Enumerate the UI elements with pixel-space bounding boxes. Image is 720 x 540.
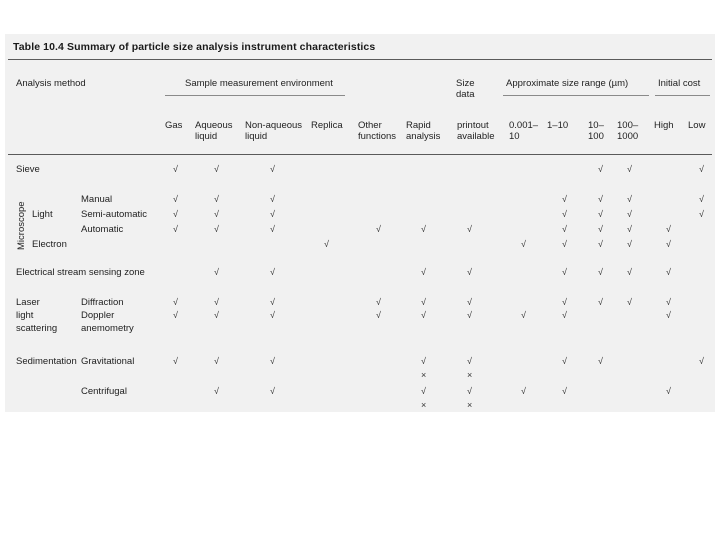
check-mark: √ xyxy=(666,224,671,234)
check-mark: √ xyxy=(376,297,381,307)
row-label-semi-automatic: Semi-automatic xyxy=(81,209,147,220)
row-label-gravitational: Gravitational xyxy=(81,356,135,367)
check-mark: √ xyxy=(421,297,426,307)
check-mark: √ xyxy=(598,164,603,174)
check-mark: √ xyxy=(598,209,603,219)
subheader-aqueous-1: Aqueous xyxy=(195,120,233,131)
check-mark: √ xyxy=(562,297,567,307)
row-label-sedimentation: Sedimentation xyxy=(16,356,77,367)
check-mark: √ xyxy=(214,356,219,366)
table-title: Table 10.4 Summary of particle size analysis instrument characteristics xyxy=(13,41,376,53)
header-size-data-1: Size xyxy=(456,78,475,89)
check-mark: √ xyxy=(467,267,472,277)
check-mark: √ xyxy=(562,267,567,277)
check-mark: √ xyxy=(270,224,275,234)
header-size-data-2: data xyxy=(456,89,475,100)
check-mark: √ xyxy=(627,194,632,204)
check-mark: √ xyxy=(598,267,603,277)
check-mark: √ xyxy=(421,224,426,234)
check-mark: √ xyxy=(214,267,219,277)
check-mark: √ xyxy=(467,224,472,234)
check-mark: √ xyxy=(598,239,603,249)
check-mark: √ xyxy=(214,310,219,320)
check-mark: √ xyxy=(467,297,472,307)
check-mark: √ xyxy=(421,310,426,320)
check-mark: √ xyxy=(173,310,178,320)
row-label-automatic: Automatic xyxy=(81,224,124,235)
cross-mark: × xyxy=(467,400,473,410)
cross-mark: × xyxy=(421,370,427,380)
subheader-range-3-2: 100 xyxy=(588,131,604,142)
row-label-microscope: Microscope xyxy=(16,201,27,250)
check-mark: √ xyxy=(214,164,219,174)
check-mark: √ xyxy=(699,209,704,219)
subheader-nonaqueous-1: Non-aqueous xyxy=(245,120,303,131)
check-mark: √ xyxy=(562,209,567,219)
check-mark: √ xyxy=(421,267,426,277)
row-label-diffraction: Diffraction xyxy=(81,297,124,308)
check-mark: √ xyxy=(666,386,671,396)
check-mark: √ xyxy=(173,356,178,366)
check-mark: √ xyxy=(562,356,567,366)
check-mark: √ xyxy=(627,209,632,219)
row-label-laser-1: Laser xyxy=(16,297,40,308)
subheader-range-3-1: 10– xyxy=(588,120,604,131)
cross-mark: × xyxy=(421,400,427,410)
initial-cost-underline xyxy=(655,95,710,96)
row-label-laser-2: light xyxy=(16,310,34,321)
cross-mark: × xyxy=(467,370,473,380)
row-label-laser-3: scattering xyxy=(16,323,58,334)
subheader-low: Low xyxy=(688,120,706,131)
check-mark: √ xyxy=(562,239,567,249)
row-label-doppler-1: Doppler xyxy=(81,310,115,321)
check-mark: √ xyxy=(270,356,275,366)
check-mark: √ xyxy=(467,356,472,366)
check-mark: √ xyxy=(376,310,381,320)
check-mark: √ xyxy=(324,239,329,249)
check-mark: √ xyxy=(598,194,603,204)
check-mark: √ xyxy=(627,239,632,249)
check-mark: √ xyxy=(467,310,472,320)
check-mark: √ xyxy=(270,297,275,307)
document-page xyxy=(5,34,715,412)
check-mark: √ xyxy=(214,194,219,204)
check-mark: √ xyxy=(270,164,275,174)
check-mark: √ xyxy=(562,310,567,320)
subheader-nonaqueous-2: liquid xyxy=(245,131,268,142)
row-label-manual: Manual xyxy=(81,194,113,205)
check-mark: √ xyxy=(173,164,178,174)
check-mark: √ xyxy=(270,209,275,219)
check-mark: √ xyxy=(562,194,567,204)
subheader-range-4-1: 100– xyxy=(617,120,639,131)
check-mark: √ xyxy=(627,164,632,174)
check-mark: √ xyxy=(666,310,671,320)
subheader-printout-2: available xyxy=(457,131,495,142)
check-mark: √ xyxy=(699,356,704,366)
row-label-electrical: Electrical stream sensing zone xyxy=(16,267,145,278)
check-mark: √ xyxy=(270,194,275,204)
subheader-range-1-2: 10 xyxy=(509,131,520,142)
check-mark: √ xyxy=(666,297,671,307)
subheader-other-2: functions xyxy=(358,131,397,142)
check-mark: √ xyxy=(627,224,632,234)
subheader-range-2: 1–10 xyxy=(547,120,569,131)
check-mark: √ xyxy=(562,224,567,234)
check-mark: √ xyxy=(214,297,219,307)
check-mark: √ xyxy=(421,386,426,396)
subheader-other-1: Other xyxy=(358,120,382,131)
header-initial-cost: Initial cost xyxy=(658,78,701,89)
subheader-gas: Gas xyxy=(165,120,183,131)
check-mark: √ xyxy=(598,297,603,307)
subheader-range-4-2: 1000 xyxy=(617,131,639,142)
check-mark: √ xyxy=(173,194,178,204)
header-analysis-method: Analysis method xyxy=(16,78,86,89)
check-mark: √ xyxy=(173,224,178,234)
top-rule xyxy=(8,59,712,60)
subheader-replica: Replica xyxy=(311,120,343,131)
row-label-centrifugal: Centrifugal xyxy=(81,386,127,397)
check-mark: √ xyxy=(598,224,603,234)
row-label-electron: Electron xyxy=(32,239,67,250)
check-mark: √ xyxy=(627,267,632,277)
header-bottom-rule xyxy=(8,154,712,155)
row-label-light: Light xyxy=(32,209,53,220)
check-mark: √ xyxy=(521,239,526,249)
subheader-aqueous-2: liquid xyxy=(195,131,218,142)
check-mark: √ xyxy=(666,239,671,249)
row-label-doppler-2: anemometry xyxy=(81,323,134,334)
check-mark: √ xyxy=(699,164,704,174)
check-mark: √ xyxy=(666,267,671,277)
row-label-sieve: Sieve xyxy=(16,164,40,175)
check-mark: √ xyxy=(699,194,704,204)
check-mark: √ xyxy=(376,224,381,234)
subheader-printout-1: printout xyxy=(457,120,489,131)
check-mark: √ xyxy=(173,209,178,219)
check-mark: √ xyxy=(627,297,632,307)
size-range-underline xyxy=(503,95,649,96)
subheader-rapid-1: Rapid xyxy=(406,120,431,131)
sample-env-underline xyxy=(165,95,345,96)
check-mark: √ xyxy=(467,386,472,396)
subheader-rapid-2: analysis xyxy=(406,131,441,142)
check-mark: √ xyxy=(521,310,526,320)
check-mark: √ xyxy=(270,386,275,396)
check-mark: √ xyxy=(214,386,219,396)
subheader-range-1-1: 0.001– xyxy=(509,120,539,131)
header-sample-environment: Sample measurement environment xyxy=(185,78,333,89)
subheader-high: High xyxy=(654,120,674,131)
check-mark: √ xyxy=(421,356,426,366)
check-mark: √ xyxy=(270,267,275,277)
check-mark: √ xyxy=(598,356,603,366)
check-mark: √ xyxy=(270,310,275,320)
check-mark: √ xyxy=(214,209,219,219)
check-mark: √ xyxy=(214,224,219,234)
check-mark: √ xyxy=(521,386,526,396)
check-mark: √ xyxy=(173,297,178,307)
header-size-range: Approximate size range (µm) xyxy=(506,78,629,89)
check-mark: √ xyxy=(562,386,567,396)
